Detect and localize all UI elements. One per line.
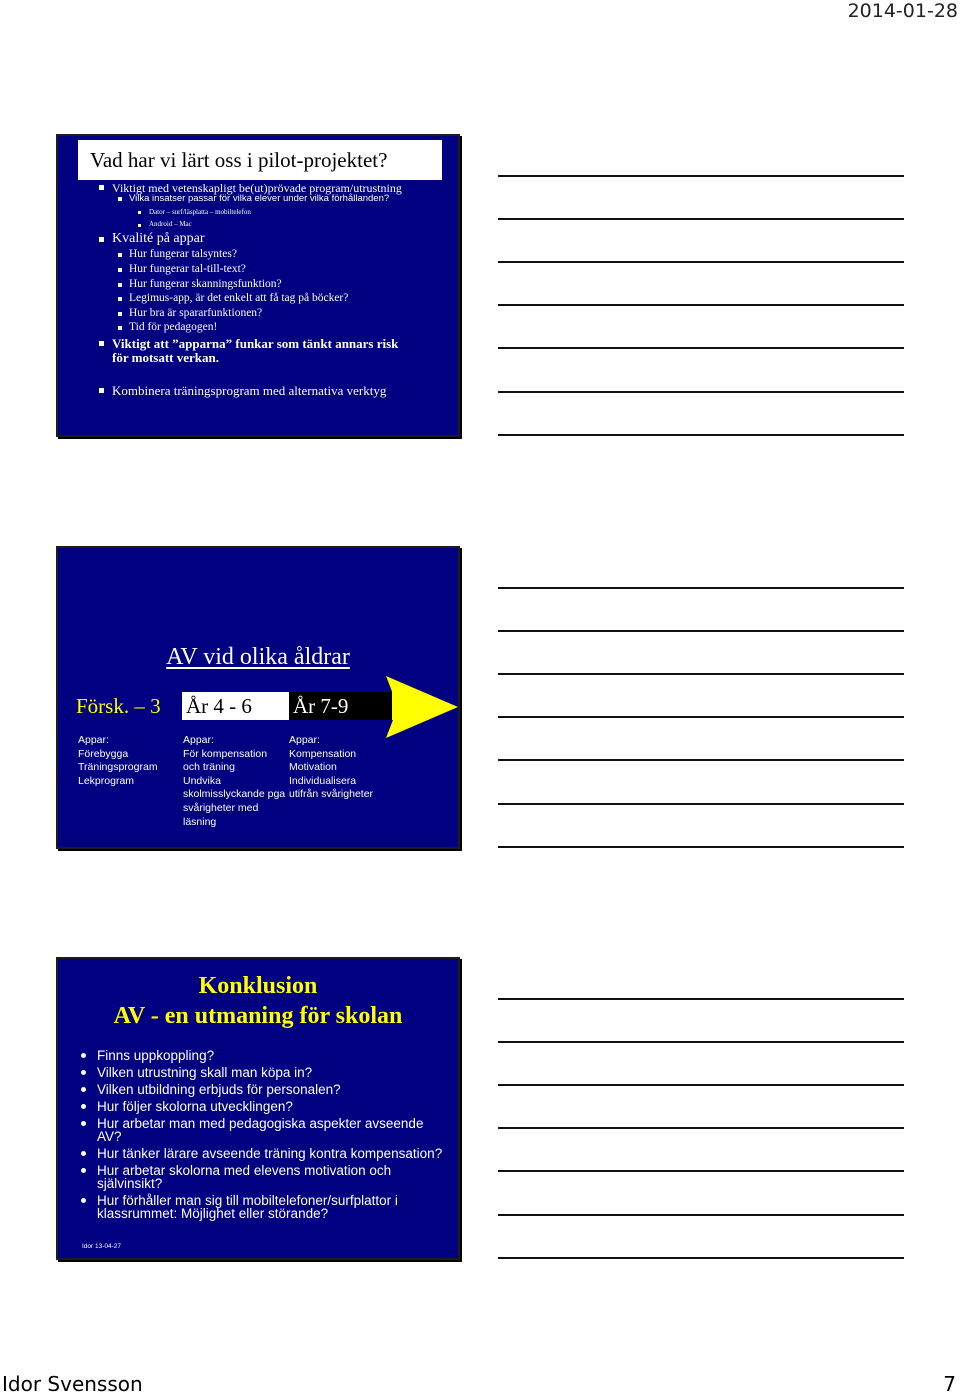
note-line: [498, 1041, 904, 1043]
document-date: 2014-01-28: [847, 0, 958, 22]
column-line: Kompensation: [289, 747, 357, 760]
column-line: skolmisslyckande pga: [183, 788, 286, 801]
column-line: Individualisera: [289, 774, 357, 787]
arrow-shaft: [392, 692, 398, 720]
column-line: Appar:: [289, 734, 320, 746]
bullet-icon: [99, 237, 104, 242]
column-line: Lekprogram: [78, 774, 135, 787]
bullet-icon: [81, 1087, 86, 1092]
column-line: Appar:: [183, 734, 214, 746]
note-line: [498, 347, 904, 349]
bullet-item: Hur fungerar skanningsfunktion?: [129, 278, 282, 290]
column-line: För kompensation: [183, 747, 268, 760]
bullet-icon: [118, 268, 122, 272]
bullet-item: Kvalité på appar: [112, 231, 205, 246]
column-line: Träningsprogram: [78, 761, 158, 774]
note-line: [498, 1257, 904, 1259]
conclusion-list: [80, 1049, 450, 1224]
column-7-9: [289, 734, 373, 802]
bullet-icon: [99, 388, 104, 393]
list-item: [80, 1164, 450, 1190]
bullet-item: Android – Mac: [149, 220, 192, 228]
bullet-icon: [99, 341, 104, 346]
list-item-text: Hur följer skolorna utvecklingen?: [97, 1099, 293, 1114]
bullet-icon: [138, 211, 141, 214]
note-line: [498, 1127, 904, 1129]
slide-title: AV vid olika åldrar: [166, 644, 350, 670]
note-line: [498, 846, 904, 848]
note-line: [498, 304, 904, 306]
list-item: [80, 1100, 450, 1113]
list-item-text: Vilken utrustning skall man köpa in?: [97, 1065, 313, 1080]
note-line: [498, 998, 904, 1000]
note-line: [498, 803, 904, 805]
list-item-text: Hur arbetar man med pedagogiska aspekter avseende AV?: [97, 1116, 424, 1144]
column-line: Förebygga: [78, 747, 129, 760]
bullet-icon: [81, 1121, 86, 1126]
note-line: [498, 759, 904, 761]
note-line: [498, 175, 904, 177]
bullet-icon: [81, 1104, 86, 1109]
bullet-item: Tid för pedagogen!: [129, 321, 218, 333]
list-item: [80, 1049, 450, 1062]
note-line: [498, 1084, 904, 1086]
bullet-item: Legimus-app, är det enkelt att få tag på böcker?: [129, 292, 349, 304]
bullet-icon: [81, 1198, 86, 1203]
age-segment-7-9: År 7-9: [289, 692, 392, 720]
slide-title: Konklusion: [198, 973, 318, 999]
age-segment-4-6: År 4 - 6: [182, 692, 289, 720]
age-segment-preschool: Försk. – 3: [72, 692, 181, 720]
list-item: [80, 1117, 450, 1143]
bullet-item-continued: för motsatt verkan.: [112, 350, 219, 365]
bullet-icon: [118, 283, 122, 287]
column-preschool: [78, 734, 158, 788]
column-line: läsning: [183, 815, 217, 828]
column-4-6: [183, 734, 285, 829]
bullet-item: Hur fungerar tal-till-text?: [129, 263, 246, 275]
slide-footer: Idor 13-04-27: [82, 1243, 122, 1250]
note-line: [498, 587, 904, 589]
page-number: 7: [943, 1372, 956, 1396]
note-line: [498, 261, 904, 263]
list-item-text: Hur tänker lärare avseende träning kontra kompensation?: [97, 1146, 443, 1161]
slide-title: Vad har vi lärt oss i pilot-projektet?: [90, 148, 388, 172]
note-line: [498, 434, 904, 436]
bullet-icon: [81, 1070, 86, 1075]
column-line: Undvika: [183, 774, 221, 787]
slide-pilot-lessons: [56, 134, 460, 437]
note-line: [498, 218, 904, 220]
slide-title-box: [78, 140, 442, 180]
note-line: [498, 1214, 904, 1216]
bullet-item: Viktigt med vetenskapligt be(ut)prövade program/utrustning: [112, 181, 402, 195]
column-line: utifrån svårigheter: [289, 788, 374, 801]
list-item: [80, 1083, 450, 1096]
bullet-icon: [99, 185, 104, 190]
bullet-icon: [81, 1168, 86, 1173]
bullet-item: Dator – surf/läsplatta – mobiltelefon: [149, 208, 251, 216]
list-item: [80, 1147, 450, 1160]
bullet-item: Vilka insatser passar för vilka elever under vilka förhållanden?: [129, 193, 390, 204]
bullet-item: Viktigt att ”apparna” funkar som tänkt annars risk: [112, 336, 399, 351]
bullet-icon: [138, 224, 141, 227]
note-line: [498, 673, 904, 675]
bullet-icon: [118, 312, 122, 316]
note-line: [498, 716, 904, 718]
list-item-text: Vilken utbildning erbjuds för personalen?: [97, 1082, 341, 1097]
slide-conclusion: [56, 957, 460, 1260]
list-item-text: Hur förhåller man sig till mobiltelefoner/surfplattor i klassrummet: Möjlighet eller störande?: [97, 1193, 398, 1221]
column-line: Appar:: [78, 734, 109, 746]
footer-author: Idor Svensson: [2, 1372, 143, 1396]
bullet-icon: [118, 197, 122, 201]
column-line: och träning: [183, 761, 235, 774]
bullet-icon: [118, 326, 122, 330]
note-line: [498, 391, 904, 393]
list-item: [80, 1066, 450, 1079]
bullet-icon: [118, 253, 122, 257]
list-item-text: Hur arbetar skolorna med elevens motivation och självinsikt?: [97, 1163, 392, 1191]
note-line: [498, 630, 904, 632]
bullet-icon: [81, 1151, 86, 1156]
bullet-item: Kombinera träningsprogram med alternativa verktyg: [112, 383, 387, 398]
bullet-icon: [118, 297, 122, 301]
slide-av-ages: [56, 546, 460, 849]
column-line: Motivation: [289, 761, 337, 774]
note-line: [498, 1170, 904, 1172]
list-item-text: Finns uppkoppling?: [97, 1048, 215, 1063]
list-item: [80, 1194, 450, 1220]
bullet-icon: [81, 1053, 86, 1058]
bullet-item: Hur fungerar talsyntes?: [129, 248, 237, 260]
slide-subtitle: AV - en utmaning för skolan: [113, 1003, 403, 1029]
bullet-item: Hur bra är spararfunktionen?: [129, 307, 263, 319]
column-line: svårigheter med: [183, 801, 259, 814]
